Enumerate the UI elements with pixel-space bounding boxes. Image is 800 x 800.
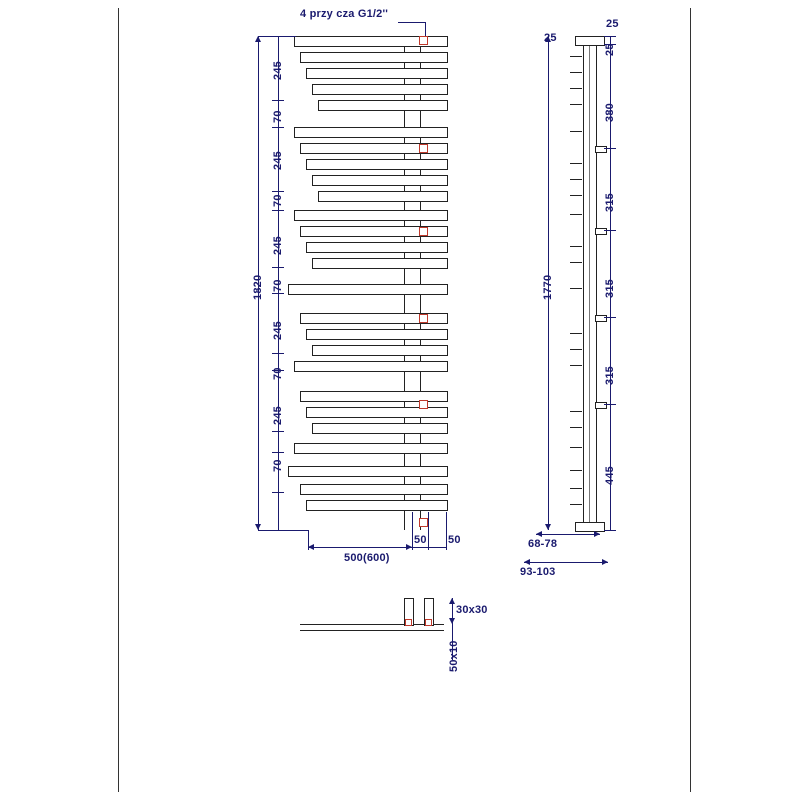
dim-tick — [604, 230, 616, 231]
dim-tick — [272, 191, 284, 192]
dim-tick — [604, 36, 616, 37]
leader-line — [398, 22, 426, 23]
dim-tick — [272, 127, 284, 128]
side-bar-end — [570, 88, 582, 89]
rail-bar — [312, 345, 448, 356]
note-connections: 4 przy cza G1/2'' — [300, 8, 389, 20]
side-bar-end — [570, 195, 582, 196]
dim-label-side-height: 1770 — [542, 274, 554, 300]
rail-bar — [288, 284, 448, 295]
dim-line-depth-6878 — [536, 534, 600, 535]
rail-bar — [306, 159, 448, 170]
dim-line-depth-93103 — [524, 562, 608, 563]
dim-label-segment-70: 70 — [272, 367, 284, 380]
extension-line — [428, 512, 429, 550]
connection-port-icon — [419, 36, 428, 45]
side-cap-bottom — [575, 522, 605, 532]
rail-bar — [306, 242, 448, 253]
dim-label-315: 315 — [604, 279, 616, 298]
side-bar-end — [570, 349, 582, 350]
dim-arrow — [524, 559, 530, 565]
extension-line — [308, 530, 309, 550]
rail-bar — [312, 423, 448, 434]
connection-port-icon — [419, 144, 428, 153]
dim-arrow — [602, 559, 608, 565]
rail-bar — [294, 210, 448, 221]
connection-port-icon — [419, 227, 428, 236]
dim-tick — [272, 492, 284, 493]
rail-bar — [312, 84, 448, 95]
dim-tick — [272, 100, 284, 101]
side-bar-end — [570, 104, 582, 105]
side-bar-end — [570, 163, 582, 164]
dim-line-50b — [428, 547, 446, 548]
side-bar-end — [570, 411, 582, 412]
dim-tick — [272, 36, 284, 37]
dim-label-segment-245: 245 — [272, 61, 284, 80]
dim-tick — [604, 148, 616, 149]
dim-label-segment-245: 245 — [272, 321, 284, 340]
dim-label-315: 315 — [604, 366, 616, 385]
rail-bar — [306, 329, 448, 340]
dim-tick — [272, 210, 284, 211]
rail-bar — [294, 361, 448, 372]
dim-label-25-top: 25 — [606, 18, 619, 30]
dim-label-50x10: 50x10 — [448, 640, 460, 672]
dim-tick — [272, 293, 284, 294]
dim-label-50-left: 50 — [414, 534, 427, 546]
dim-label-segment-70: 70 — [272, 279, 284, 292]
side-bar-end — [570, 131, 582, 132]
frame-line-right — [690, 8, 691, 792]
dim-arrow — [536, 531, 542, 537]
dim-label-25-side: 25 — [604, 43, 616, 56]
dim-tick — [604, 404, 616, 405]
rail-bar — [306, 68, 448, 79]
side-bar-end — [570, 365, 582, 366]
connection-port-icon — [419, 518, 428, 527]
dim-label-315: 315 — [604, 193, 616, 212]
side-cap-top — [575, 36, 605, 46]
dim-arrow — [594, 531, 600, 537]
dim-tick — [272, 353, 284, 354]
dim-line-width — [308, 547, 412, 548]
frame-line-left — [118, 8, 119, 792]
side-bar-end — [570, 488, 582, 489]
foot-base-line-bottom — [300, 630, 444, 631]
side-bar-end — [570, 427, 582, 428]
side-bar-end — [570, 262, 582, 263]
rail-bar — [318, 100, 448, 111]
dim-label-width: 500(600) — [344, 552, 390, 564]
dim-label-segment-245: 245 — [272, 406, 284, 425]
extension-line — [446, 512, 447, 550]
dim-arrow — [449, 598, 455, 604]
rail-bar — [306, 500, 448, 511]
extension-line — [412, 512, 413, 550]
dim-label-overall-height: 1820 — [252, 274, 264, 300]
rail-bar — [294, 127, 448, 138]
dim-tick — [272, 267, 284, 268]
connection-port-icon — [419, 314, 428, 323]
dim-tick — [272, 452, 284, 453]
dim-label-depth-6878: 68-78 — [528, 538, 558, 550]
dim-label-50-right: 50 — [448, 534, 461, 546]
dim-label-30x30: 30x30 — [456, 604, 488, 616]
dim-tick — [604, 317, 616, 318]
dim-label-depth-93103: 93-103 — [520, 566, 556, 578]
dim-label-segment-70: 70 — [272, 194, 284, 207]
side-bar-end — [570, 72, 582, 73]
rail-bar — [312, 175, 448, 186]
rail-bar — [312, 258, 448, 269]
dim-label-segment-70: 70 — [272, 110, 284, 123]
rail-bar — [300, 484, 448, 495]
dim-label-segment-245: 245 — [272, 151, 284, 170]
dim-label-25-left: 25 — [544, 32, 557, 44]
rail-bar — [294, 443, 448, 454]
dim-label-380: 380 — [604, 103, 616, 122]
dim-arrow — [545, 524, 551, 530]
rail-bar — [318, 191, 448, 202]
side-bar-end — [570, 470, 582, 471]
dim-tick — [272, 431, 284, 432]
side-bar-end — [570, 288, 582, 289]
connection-port-icon — [425, 619, 432, 626]
dim-line-50a — [412, 547, 428, 548]
dim-label-445: 445 — [604, 466, 616, 485]
leader-line — [425, 22, 426, 36]
extension-line — [258, 530, 308, 531]
foot-base-line-top — [300, 624, 444, 625]
side-bar-end — [570, 214, 582, 215]
rail-bar — [288, 466, 448, 477]
dim-label-segment-245: 245 — [272, 236, 284, 255]
dim-label-segment-70: 70 — [272, 459, 284, 472]
connection-port-icon — [419, 400, 428, 409]
side-bar-end — [570, 56, 582, 57]
connection-port-icon — [405, 619, 412, 626]
side-bar-end — [570, 179, 582, 180]
side-bar-end — [570, 333, 582, 334]
side-bar-end — [570, 447, 582, 448]
side-bar-end — [570, 246, 582, 247]
side-bar-end — [570, 504, 582, 505]
rail-bar — [300, 52, 448, 63]
side-tube-body — [583, 36, 597, 532]
side-tube-centerline — [589, 44, 590, 522]
dim-tick — [604, 530, 616, 531]
